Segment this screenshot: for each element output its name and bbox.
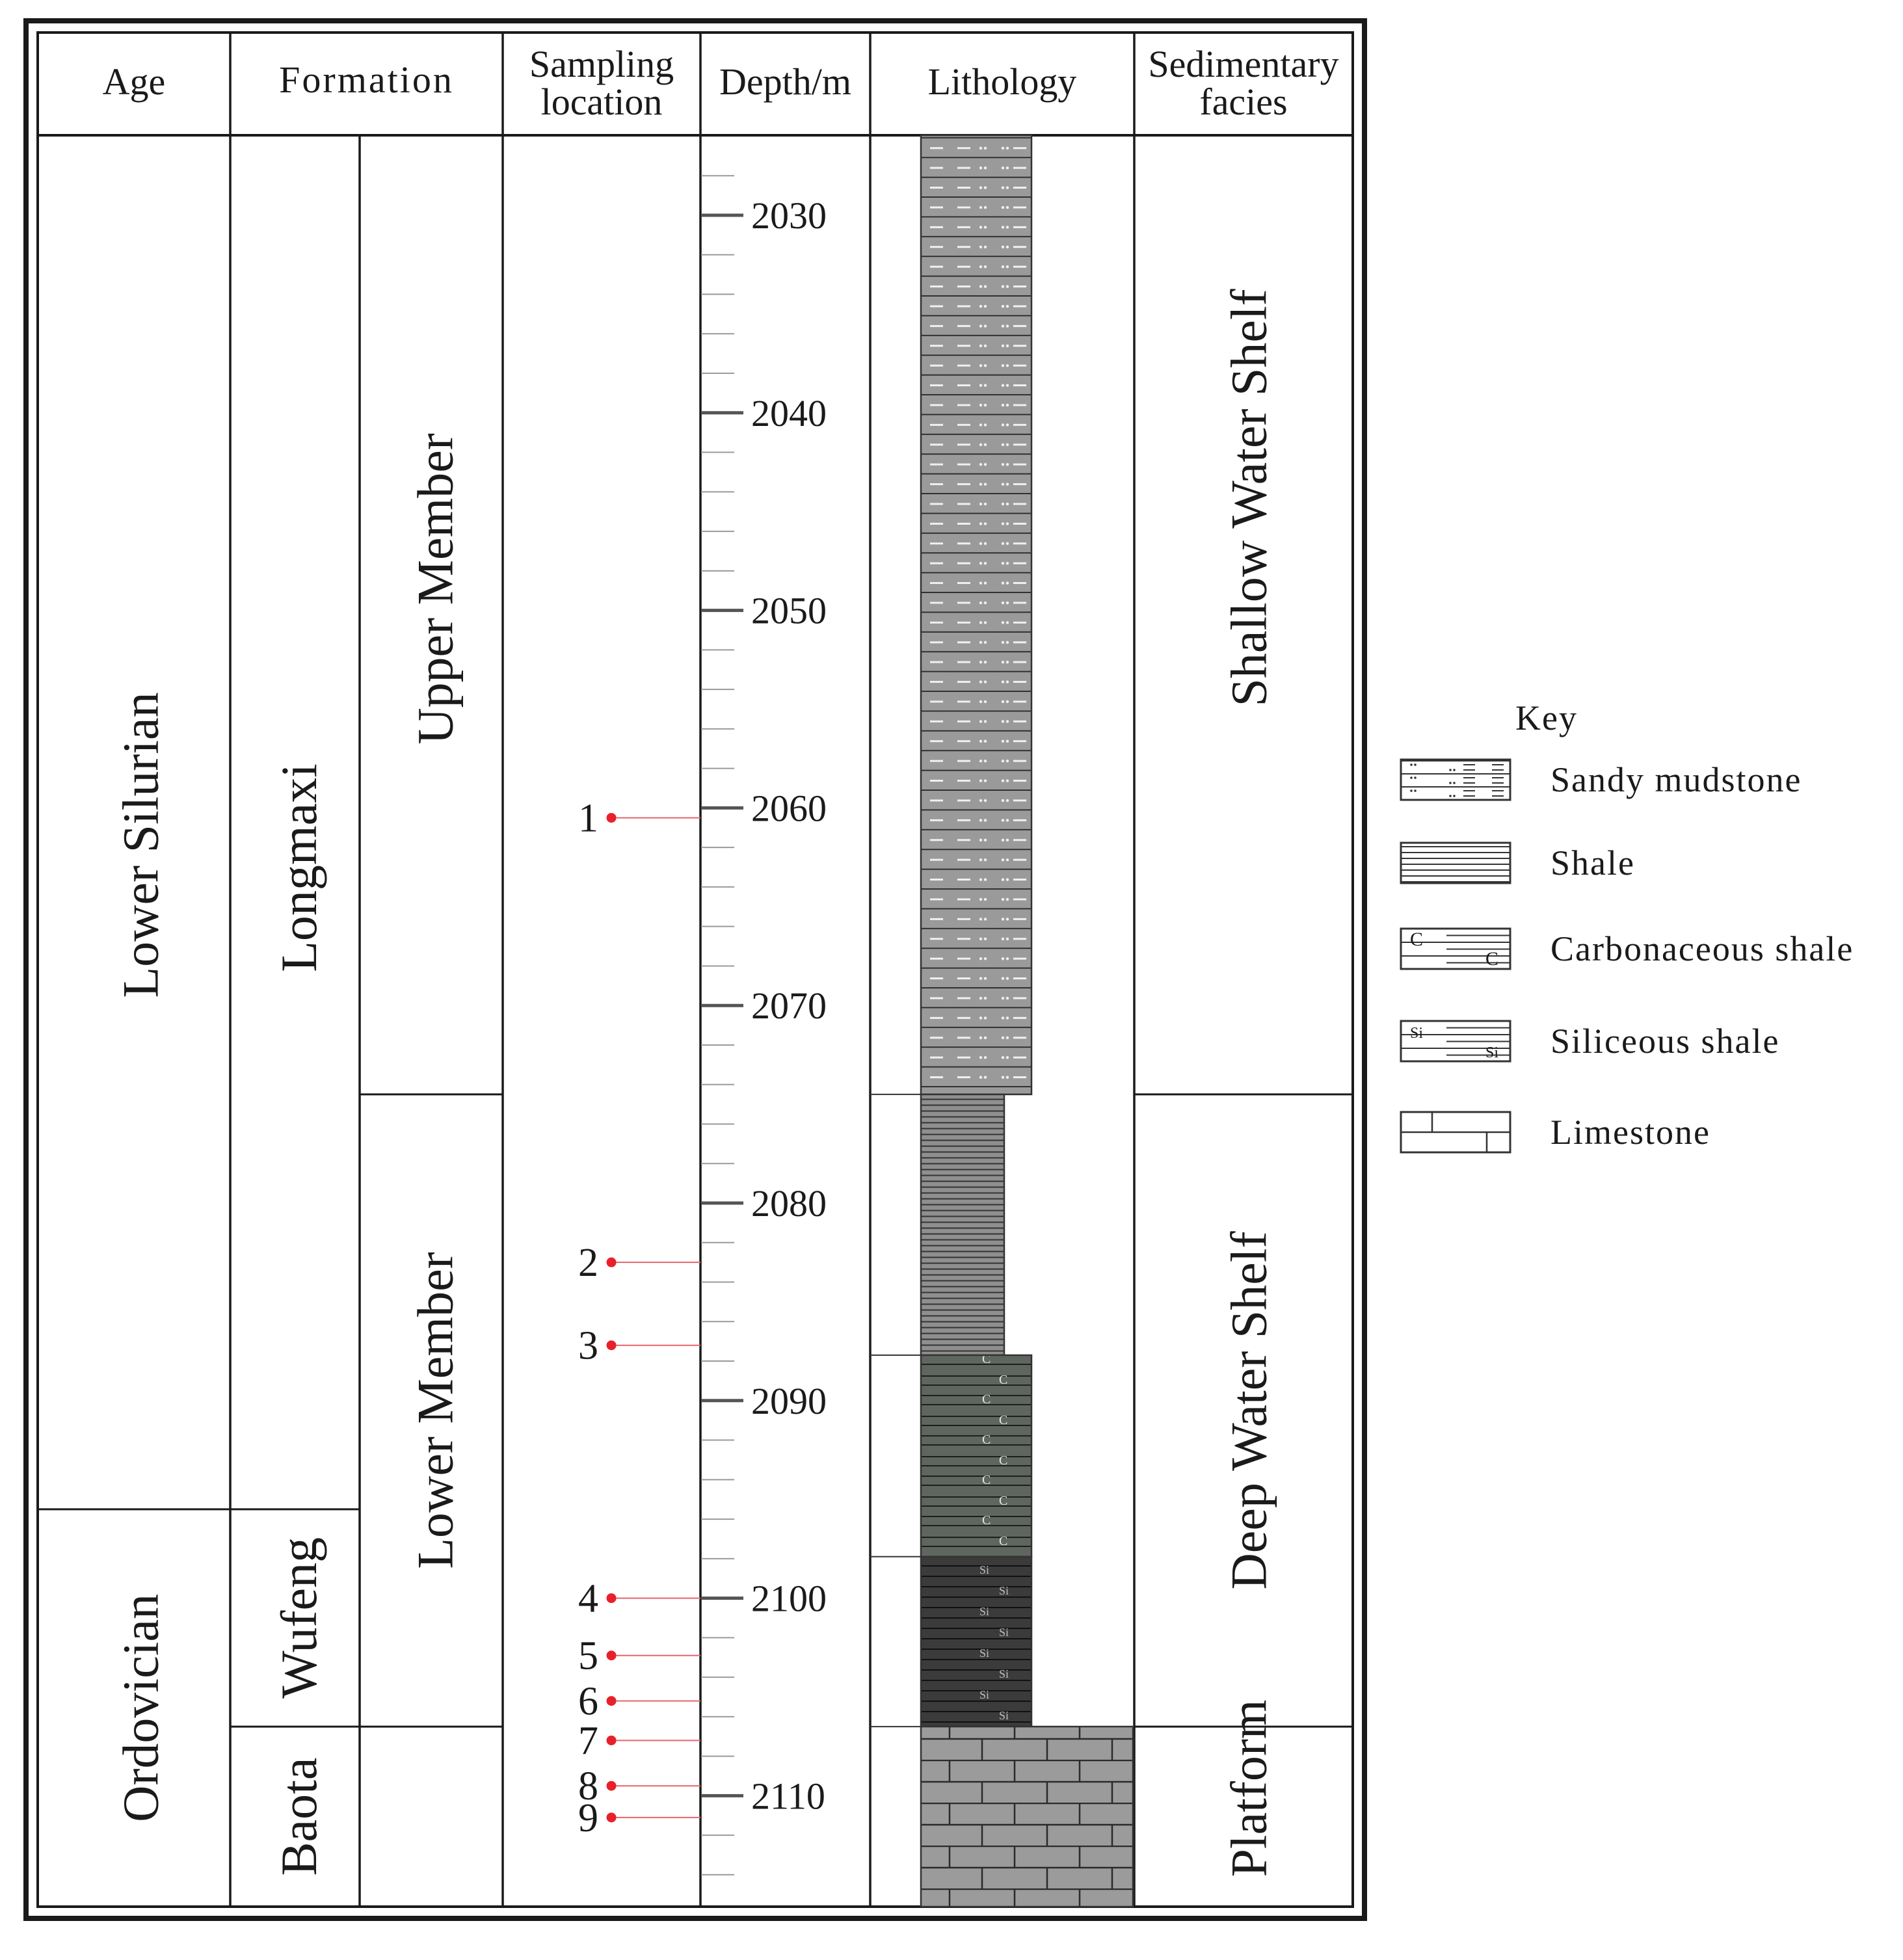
formation-column <box>230 763 360 1875</box>
legend-key <box>1401 698 1854 1152</box>
depth-tick-label: 2110 <box>751 1775 825 1818</box>
key-swatch <box>1401 843 1510 883</box>
key-label: Carbonaceous shale <box>1550 929 1854 968</box>
header-depth: Depth/m <box>719 60 851 103</box>
table-frame <box>26 21 1364 1918</box>
key-item-shale <box>1401 843 1635 883</box>
header-lithology: Lithology <box>927 60 1077 103</box>
formation-label: Longmaxi <box>271 763 327 972</box>
sedimentary-facies-column <box>1134 289 1353 1877</box>
depth-tick-label: 2060 <box>751 787 827 830</box>
depth-tick-label: 2070 <box>751 985 827 1027</box>
sample-marker <box>607 1696 617 1706</box>
key-item-carbonaceous-shale <box>1401 929 1854 970</box>
member-label: Upper Member <box>406 433 464 745</box>
age-label: Ordovician <box>112 1593 169 1822</box>
sample-marker <box>607 1593 617 1603</box>
header-age: Age <box>102 60 166 103</box>
depth-tick-label: 2090 <box>751 1379 827 1422</box>
lithology-bed-carbonaceous-shale <box>921 1355 1031 1557</box>
sample-marker <box>607 1258 617 1267</box>
lithology-bed-shale <box>921 1094 1004 1355</box>
lithology-bed-siliceous-shale <box>921 1557 1031 1727</box>
header-sampling-line2: location <box>540 81 663 123</box>
sample-label: 1 <box>578 796 598 841</box>
header-formation: Formation <box>279 59 454 101</box>
sample-marker <box>607 813 617 823</box>
sample-label: 5 <box>578 1634 598 1678</box>
sample-marker <box>607 1736 617 1745</box>
sample-label: 9 <box>578 1795 598 1840</box>
key-swatch <box>1401 760 1510 800</box>
depth-tick-label: 2080 <box>751 1182 827 1225</box>
key-item-siliceous-shale <box>1401 1021 1779 1061</box>
key-swatch-glyph: C <box>1410 929 1424 950</box>
sample-marker <box>607 1781 617 1791</box>
depth-tick-label: 2100 <box>751 1577 827 1620</box>
depth-tick-label: 2040 <box>751 391 827 434</box>
column-headers <box>103 43 1339 123</box>
key-item-sandy-mudstone <box>1401 760 1802 800</box>
sample-marker <box>607 1812 617 1822</box>
facies-label: Platform <box>1220 1699 1277 1877</box>
member-label: Lower Member <box>406 1252 464 1569</box>
header-sampling-line1: Sampling <box>529 43 674 85</box>
depth-axis <box>701 176 827 1875</box>
sample-label: 7 <box>578 1719 598 1764</box>
facies-label: Deep Water Shelf <box>1220 1231 1277 1590</box>
outer-border <box>26 21 1364 1918</box>
key-label: Limestone <box>1550 1113 1710 1152</box>
sample-marker <box>607 1650 617 1660</box>
depth-tick-label: 2050 <box>751 589 827 632</box>
facies-label: Shallow Water Shelf <box>1220 289 1277 707</box>
sampling-location-column <box>578 797 700 1840</box>
member-column <box>360 433 503 1727</box>
key-swatch-glyph: Si <box>1410 1025 1424 1042</box>
sample-label: 3 <box>578 1323 598 1368</box>
key-label: Sandy mudstone <box>1550 760 1802 799</box>
lithology-column <box>870 135 1133 1907</box>
key-title: Key <box>1515 698 1578 737</box>
formation-label: Wufeng <box>271 1537 327 1699</box>
sample-label: 6 <box>578 1679 598 1724</box>
key-swatch-glyph: Si <box>1485 1044 1499 1061</box>
header-facies-line1: Sedimentary <box>1148 43 1339 85</box>
lithology-bed-sandy-mudstone <box>921 135 1031 1094</box>
key-item-limestone <box>1401 1112 1710 1152</box>
sample-label: 4 <box>578 1576 598 1621</box>
key-label: Siliceous shale <box>1550 1022 1780 1061</box>
age-column <box>38 692 230 1821</box>
header-facies-line2: facies <box>1199 81 1288 123</box>
key-label: Shale <box>1550 843 1635 882</box>
formation-label: Baota <box>271 1757 327 1876</box>
inner-border <box>38 33 1353 1907</box>
depth-tick-label: 2030 <box>751 194 827 237</box>
sample-marker <box>607 1340 617 1350</box>
lithology-bed-limestone <box>921 1727 1133 1907</box>
sample-label: 2 <box>578 1241 598 1286</box>
key-swatch-glyph: C <box>1485 948 1499 970</box>
age-label: Lower Silurian <box>112 692 169 998</box>
sample-label: 8 <box>578 1764 598 1809</box>
